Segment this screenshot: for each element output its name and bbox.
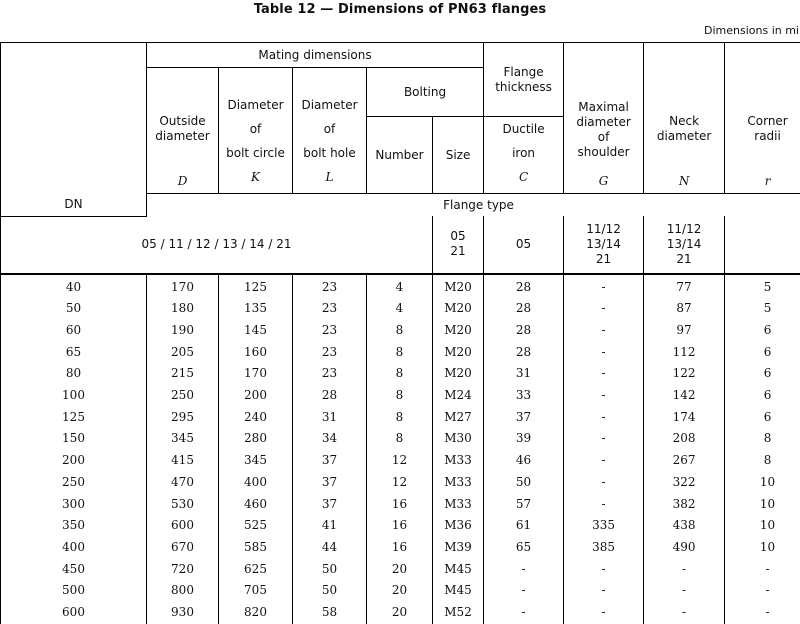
bolt-hole-cell: 37	[293, 472, 367, 494]
outside-diameter-cell: 190	[147, 320, 219, 342]
bolt-number-cell: 8	[367, 428, 433, 450]
table-row	[1, 342, 800, 364]
flange-type-value: 11/12	[644, 222, 724, 237]
outside-diameter-header	[147, 68, 219, 194]
bolt-size-cell: M20	[433, 363, 484, 385]
table-row	[1, 428, 800, 450]
bolt-number-header	[367, 117, 433, 194]
neck-diameter-cell: 112	[644, 342, 725, 364]
bolt-circle-cell: 345	[219, 450, 293, 472]
corner-radius-cell: 8	[725, 450, 800, 472]
corner-radius-cell: 10	[725, 515, 800, 537]
dn-cell: 50	[1, 298, 147, 320]
symbol-r: r	[725, 174, 800, 189]
bolt-hole-cell: 50	[293, 580, 367, 602]
table-row	[1, 298, 800, 320]
bolt-hole-line: Diameter	[293, 93, 366, 117]
neck-diameter-cell: 322	[644, 472, 725, 494]
shoulder-diameter-cell: -	[564, 298, 644, 320]
bolt-size-cell: M39	[433, 537, 484, 559]
shoulder-diameter-cell: -	[564, 342, 644, 364]
shoulder-diameter-cell: 335	[564, 515, 644, 537]
neck-diameter-cell: 174	[644, 407, 725, 429]
bolt-size-cell: M27	[433, 407, 484, 429]
neck-diameter-cell: 438	[644, 515, 725, 537]
bolt-size-cell: M33	[433, 472, 484, 494]
dn-cell: 40	[1, 274, 147, 299]
bolt-circle-cell: 625	[219, 559, 293, 581]
bolt-circle-cell: 135	[219, 298, 293, 320]
bolt-circle-cell: 145	[219, 320, 293, 342]
neck-diameter-line: Neck	[644, 114, 724, 129]
outside-diameter-cell: 295	[147, 407, 219, 429]
bolt-number-cell: 8	[367, 342, 433, 364]
dn-cell: 100	[1, 385, 147, 407]
symbol-n: N	[644, 174, 724, 189]
bolting-header	[367, 68, 484, 117]
dn-cell: 150	[1, 428, 147, 450]
dn-cell: 80	[1, 363, 147, 385]
shoulder-diameter-cell: -	[564, 428, 644, 450]
bolt-size-cell: M20	[433, 320, 484, 342]
bolt-hole-line: bolt hole	[293, 141, 366, 165]
neck-diameter-cell: 97	[644, 320, 725, 342]
dn-cell: 250	[1, 472, 147, 494]
bolt-number-cell: 12	[367, 450, 433, 472]
dn-cell: 300	[1, 494, 147, 516]
flange-thickness-cell: 33	[484, 385, 564, 407]
table-body	[1, 274, 800, 624]
bolt-size-label: Size	[446, 148, 471, 162]
dn-label: DN	[64, 197, 82, 211]
bolt-circle-cell: 705	[219, 580, 293, 602]
table-row	[1, 472, 800, 494]
bolt-number-cell: 8	[367, 385, 433, 407]
bolt-circle-cell: 160	[219, 342, 293, 364]
bolt-circle-cell: 240	[219, 407, 293, 429]
outside-diameter-cell: 170	[147, 274, 219, 299]
shoulder-diameter-cell: 385	[564, 537, 644, 559]
bolt-hole-cell: 50	[293, 559, 367, 581]
mating-dimensions-header	[147, 43, 484, 68]
symbol-l: L	[293, 165, 366, 189]
outside-diameter-cell: 415	[147, 450, 219, 472]
table-row	[1, 407, 800, 429]
bolt-number-cell: 4	[367, 298, 433, 320]
dn-cell: 200	[1, 450, 147, 472]
flange-thickness-cell: 65	[484, 537, 564, 559]
flange-thickness-line: Flange	[484, 65, 563, 80]
corner-radius-cell: -	[725, 602, 800, 624]
bolt-size-cell: M30	[433, 428, 484, 450]
flange-thickness-cell: -	[484, 559, 564, 581]
table-row	[1, 274, 800, 299]
dn-cell: 450	[1, 559, 147, 581]
neck-diameter-header	[644, 43, 725, 194]
bolt-circle-header	[219, 68, 293, 194]
ductile-iron-line: iron	[484, 141, 563, 165]
flange-type-value: 21	[564, 252, 643, 267]
ductile-iron-line: Ductile	[484, 117, 563, 141]
maximal-diameter-shoulder-header	[564, 43, 644, 194]
flange-thickness-cell: 50	[484, 472, 564, 494]
flange-thickness-cell: 57	[484, 494, 564, 516]
corner-radius-cell: 10	[725, 537, 800, 559]
flange-type-value: 05	[433, 229, 483, 244]
bolt-hole-cell: 34	[293, 428, 367, 450]
corner-radius-cell: -	[725, 559, 800, 581]
corner-radius-cell: 6	[725, 320, 800, 342]
bolt-number-cell: 12	[367, 472, 433, 494]
flange-thickness-line: thickness	[484, 80, 563, 95]
flange-type-value: 13/14	[644, 237, 724, 252]
bolt-circle-cell: 820	[219, 602, 293, 624]
bolt-hole-header	[293, 68, 367, 194]
bolt-circle-cell: 170	[219, 363, 293, 385]
flange-dimensions-table	[0, 42, 800, 624]
bolt-circle-cell: 125	[219, 274, 293, 299]
flange-thickness-cell: 61	[484, 515, 564, 537]
table-row	[1, 385, 800, 407]
bolt-number-cell: 4	[367, 274, 433, 299]
corner-radius-cell: 8	[725, 428, 800, 450]
flange-type-value: 11/12	[564, 222, 643, 237]
neck-diameter-cell: 267	[644, 450, 725, 472]
bolt-hole-cell: 23	[293, 320, 367, 342]
bolt-number-cell: 8	[367, 320, 433, 342]
bolt-hole-cell: 23	[293, 342, 367, 364]
units-note: Dimensions in mi	[704, 24, 799, 37]
bolt-number-cell: 20	[367, 580, 433, 602]
outside-diameter-cell: 930	[147, 602, 219, 624]
table-row	[1, 450, 800, 472]
outside-diameter-cell: 470	[147, 472, 219, 494]
flange-type-shoulder	[484, 216, 564, 274]
shoulder-diameter-cell: -	[564, 385, 644, 407]
bolt-size-cell: M33	[433, 450, 484, 472]
bolt-hole-cell: 23	[293, 363, 367, 385]
neck-diameter-cell: 77	[644, 274, 725, 299]
table-title: Table 12 — Dimensions of PN63 flanges	[0, 2, 800, 17]
shoulder-diameter-cell: -	[564, 407, 644, 429]
corner-radius-cell: 6	[725, 363, 800, 385]
shoulder-diameter-cell: -	[564, 363, 644, 385]
flange-type-value: 21	[644, 252, 724, 267]
corner-radii-header	[725, 43, 800, 194]
ductile-iron-header	[484, 117, 564, 194]
bolt-size-header	[433, 117, 484, 194]
symbol-d: D	[147, 174, 218, 189]
shoulder-diameter-cell: -	[564, 559, 644, 581]
outside-diameter-cell: 180	[147, 298, 219, 320]
bolt-hole-line: of	[293, 117, 366, 141]
dn-cell: 400	[1, 537, 147, 559]
neck-diameter-cell: -	[644, 559, 725, 581]
neck-diameter-cell: 122	[644, 363, 725, 385]
dn-header	[1, 43, 147, 217]
neck-diameter-cell: 382	[644, 494, 725, 516]
bolt-number-cell: 20	[367, 602, 433, 624]
outside-diameter-line: diameter	[147, 129, 218, 144]
symbol-c: C	[484, 165, 563, 189]
shoulder-diameter-cell: -	[564, 494, 644, 516]
bolt-hole-cell: 23	[293, 274, 367, 299]
outside-diameter-cell: 670	[147, 537, 219, 559]
bolting-label: Bolting	[404, 85, 446, 99]
bolt-circle-cell: 200	[219, 385, 293, 407]
shoulder-diameter-cell: -	[564, 602, 644, 624]
corner-radius-cell: -	[725, 580, 800, 602]
corner-radius-cell: 6	[725, 385, 800, 407]
bolt-number-cell: 8	[367, 363, 433, 385]
bolt-hole-cell: 41	[293, 515, 367, 537]
bolt-size-cell: M45	[433, 559, 484, 581]
corner-radius-cell: 6	[725, 407, 800, 429]
bolt-number-cell: 16	[367, 515, 433, 537]
max-diameter-line: diameter	[564, 115, 643, 130]
corner-radius-cell: 10	[725, 472, 800, 494]
bolt-number-cell: 20	[367, 559, 433, 581]
neck-diameter-cell: -	[644, 602, 725, 624]
bolt-size-cell: M45	[433, 580, 484, 602]
flange-thickness-cell: -	[484, 580, 564, 602]
outside-diameter-line: Outside	[147, 114, 218, 129]
bolt-hole-cell: 23	[293, 298, 367, 320]
bolt-circle-line: bolt circle	[219, 141, 292, 165]
shoulder-diameter-cell: -	[564, 580, 644, 602]
flange-thickness-cell: 31	[484, 363, 564, 385]
outside-diameter-cell: 215	[147, 363, 219, 385]
table-row	[1, 559, 800, 581]
bolt-size-cell: M20	[433, 274, 484, 299]
shoulder-diameter-cell: -	[564, 450, 644, 472]
bolt-circle-cell: 280	[219, 428, 293, 450]
bolt-size-cell: M20	[433, 342, 484, 364]
bolt-circle-cell: 525	[219, 515, 293, 537]
corner-radius-cell: 10	[725, 494, 800, 516]
shoulder-diameter-cell: -	[564, 274, 644, 299]
bolt-circle-line: Diameter	[219, 93, 292, 117]
bolt-hole-cell: 28	[293, 385, 367, 407]
max-diameter-line: shoulder	[564, 145, 643, 160]
flange-thickness-cell: 28	[484, 298, 564, 320]
flange-thickness-cell: 39	[484, 428, 564, 450]
table-row	[1, 515, 800, 537]
symbol-g: G	[564, 174, 643, 189]
flange-thickness-cell: 28	[484, 342, 564, 364]
flange-type-radii	[644, 216, 725, 274]
shoulder-diameter-cell: -	[564, 320, 644, 342]
table-row	[1, 363, 800, 385]
max-diameter-line: Maximal	[564, 100, 643, 115]
dn-cell: 600	[1, 602, 147, 624]
bolt-size-cell: M20	[433, 298, 484, 320]
corner-radius-cell: 5	[725, 274, 800, 299]
dn-cell: 350	[1, 515, 147, 537]
table-row	[1, 580, 800, 602]
outside-diameter-cell: 250	[147, 385, 219, 407]
corner-radius-cell: 5	[725, 298, 800, 320]
bolt-number-cell: 8	[367, 407, 433, 429]
bolt-circle-line: of	[219, 117, 292, 141]
flange-type-header	[147, 194, 800, 217]
outside-diameter-cell: 345	[147, 428, 219, 450]
max-diameter-line: of	[564, 130, 643, 145]
bolt-hole-cell: 44	[293, 537, 367, 559]
dn-cell: 60	[1, 320, 147, 342]
neck-diameter-line: diameter	[644, 129, 724, 144]
bolt-hole-cell: 58	[293, 602, 367, 624]
corner-radius-cell: 6	[725, 342, 800, 364]
bolt-number-cell: 16	[367, 494, 433, 516]
flange-type-value: 13/14	[564, 237, 643, 252]
table-row	[1, 537, 800, 559]
flange-type-label: Flange type	[443, 198, 514, 212]
bolt-circle-cell: 400	[219, 472, 293, 494]
flange-type-neck	[564, 216, 644, 274]
bolt-hole-cell: 31	[293, 407, 367, 429]
bolt-number-label: Number	[375, 148, 423, 162]
outside-diameter-cell: 205	[147, 342, 219, 364]
outside-diameter-cell: 800	[147, 580, 219, 602]
flange-thickness-header	[484, 43, 564, 117]
bolt-size-cell: M24	[433, 385, 484, 407]
flange-type-mating	[1, 216, 433, 274]
flange-type-mating-value: 05 / 11 / 12 / 13 / 14 / 21	[142, 237, 292, 251]
flange-thickness-cell: 28	[484, 320, 564, 342]
bolt-size-cell: M52	[433, 602, 484, 624]
outside-diameter-cell: 720	[147, 559, 219, 581]
bolt-number-cell: 16	[367, 537, 433, 559]
flange-type-thickness	[433, 216, 484, 274]
bolt-size-cell: M36	[433, 515, 484, 537]
shoulder-diameter-cell: -	[564, 472, 644, 494]
table-row	[1, 494, 800, 516]
table-header	[1, 43, 800, 274]
dn-cell: 65	[1, 342, 147, 364]
dn-cell: 125	[1, 407, 147, 429]
bolt-circle-cell: 585	[219, 537, 293, 559]
symbol-k: K	[219, 165, 292, 189]
dn-cell: 500	[1, 580, 147, 602]
neck-diameter-cell: -	[644, 580, 725, 602]
bolt-size-cell: M33	[433, 494, 484, 516]
table-row	[1, 320, 800, 342]
bolt-hole-cell: 37	[293, 450, 367, 472]
outside-diameter-cell: 600	[147, 515, 219, 537]
bolt-circle-cell: 460	[219, 494, 293, 516]
flange-type-value: 05	[516, 237, 531, 251]
bolt-hole-cell: 37	[293, 494, 367, 516]
mating-dimensions-label: Mating dimensions	[258, 48, 371, 62]
neck-diameter-cell: 142	[644, 385, 725, 407]
flange-thickness-cell: 46	[484, 450, 564, 472]
flange-thickness-cell: 28	[484, 274, 564, 299]
neck-diameter-cell: 490	[644, 537, 725, 559]
outside-diameter-cell: 530	[147, 494, 219, 516]
neck-diameter-cell: 208	[644, 428, 725, 450]
flange-thickness-cell: 37	[484, 407, 564, 429]
corner-radii-line: Corner	[725, 114, 800, 129]
neck-diameter-cell: 87	[644, 298, 725, 320]
flange-type-value: 21	[433, 244, 483, 259]
flange-thickness-cell: -	[484, 602, 564, 624]
corner-radii-line: radii	[725, 129, 800, 144]
